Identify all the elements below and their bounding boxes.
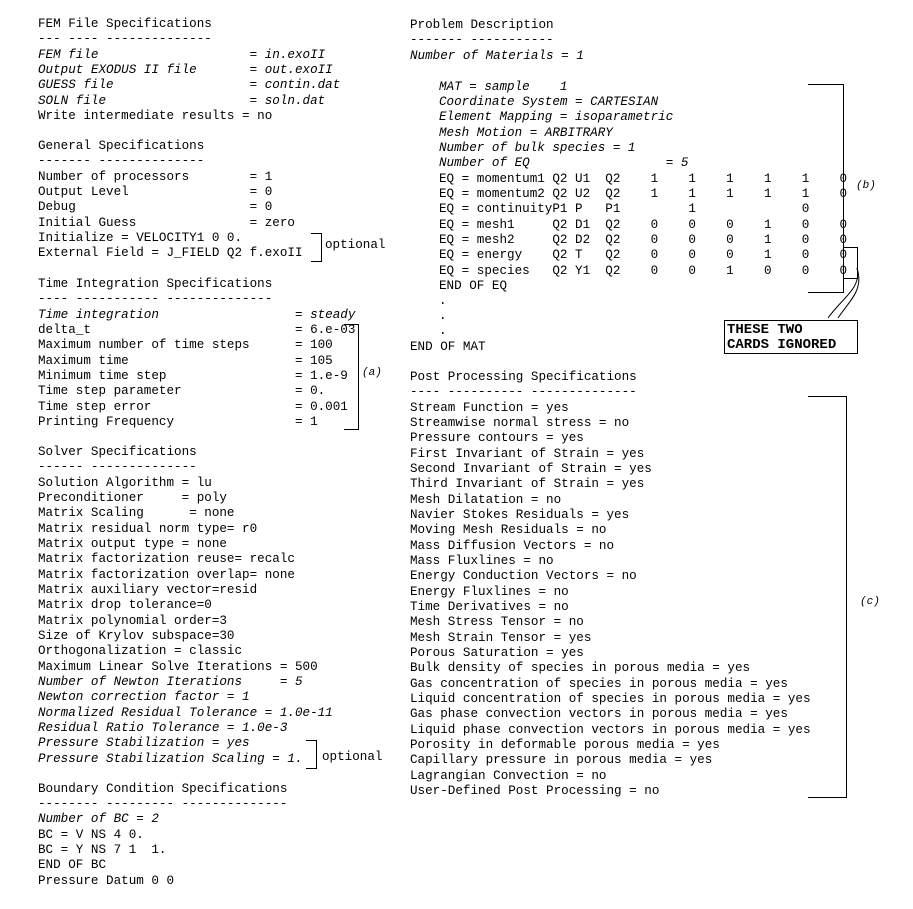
card-line: Third Invariant of Strain = yes (410, 477, 645, 491)
section-heading: General Specifications (38, 139, 205, 153)
card-line: Gas concentration of species in porous media = yes (410, 677, 788, 691)
section-heading: Time Integration Specifications (38, 277, 273, 291)
card-line: Debug = 0 (38, 200, 273, 214)
ignored-pointer (820, 268, 870, 323)
eq-line: EQ = mesh2 Q2 D2 Q2 0 0 0 1 0 0 (439, 233, 848, 247)
card-line: Newton correction factor = 1 (38, 690, 250, 704)
card-line: Matrix Scaling = none (38, 506, 235, 520)
card-line: Number of Newton Iterations = 5 (38, 675, 303, 689)
card-line: Lagrangian Convection = no (410, 769, 607, 783)
card-line: Mesh Dilatation = no (410, 493, 562, 507)
cards-ignored-note: THESE TWO CARDS IGNORED (724, 320, 858, 354)
card-line: Printing Frequency = 1 (38, 415, 318, 429)
card-line: Preconditioner = poly (38, 491, 227, 505)
optional-bracket (311, 233, 322, 262)
card-line: GUESS file = contin.dat (38, 78, 341, 92)
section-heading: Solver Specifications (38, 445, 197, 459)
card-line: Maximum Linear Solve Iterations = 500 (38, 660, 318, 674)
card-line: Solution Algorithm = lu (38, 476, 212, 490)
card-line: Matrix auxiliary vector=resid (38, 583, 258, 597)
eq-line: EQ = energy Q2 T Q2 0 0 0 1 0 0 (439, 248, 848, 262)
eq-line: EQ = continuityP1 P P1 1 0 (439, 202, 810, 216)
eq-line: EQ = momentum2 Q2 U2 Q2 1 1 1 1 1 0 (439, 187, 848, 201)
optional-label: optional (325, 238, 386, 252)
card-line: Element Mapping = isoparametric (439, 110, 674, 124)
eq-line: EQ = mesh1 Q2 D1 Q2 0 0 0 1 0 0 (439, 218, 848, 232)
card-line: Orthogonalization = classic (38, 644, 243, 658)
heading-underline: ------ -------------- (38, 460, 197, 474)
card-line: Matrix output type = none (38, 537, 227, 551)
card-line: END OF MAT (410, 340, 486, 354)
card-line: Number of bulk species = 1 (439, 141, 636, 155)
card-line: Time Derivatives = no (410, 600, 569, 614)
card-line: BC = Y NS 7 1 1. (38, 843, 167, 857)
card-line: Energy Fluxlines = no (410, 585, 569, 599)
section-heading: FEM File Specifications (38, 17, 212, 31)
bracket-b (808, 84, 844, 293)
card-line: Liquid concentration of species in porous media = yes (410, 692, 811, 706)
card-line: Matrix residual norm type= r0 (38, 522, 258, 536)
heading-underline: ---- ---------- -------------- (410, 385, 637, 399)
section-heading: Boundary Condition Specifications (38, 782, 288, 796)
card-line: Porosity in deformable porous media = yes (410, 738, 720, 752)
card-line: Normalized Residual Tolerance = 1.0e-11 (38, 706, 333, 720)
card-line: Output Level = 0 (38, 185, 273, 199)
card-line: Time step error = 0.001 (38, 400, 348, 414)
card-line: Energy Conduction Vectors = no (410, 569, 637, 583)
card-line: Time step parameter = 0. (38, 384, 326, 398)
card-line: Pressure contours = yes (410, 431, 584, 445)
card-line: SOLN file = soln.dat (38, 94, 326, 108)
card-line: Write intermediate results = no (38, 109, 273, 123)
card-line: Liquid phase convection vectors in porous media = yes (410, 723, 811, 737)
card-line: Initialize = VELOCITY1 0 0. (38, 231, 243, 245)
card-line: Maximum number of time steps = 100 (38, 338, 333, 352)
ellipsis-dot: . (439, 309, 447, 323)
card-line: Coordinate System = CARTESIAN (439, 95, 659, 109)
label-a: (a) (362, 367, 382, 379)
card-line: Mesh Strain Tensor = yes (410, 631, 592, 645)
card-line: Navier Stokes Residuals = yes (410, 508, 630, 522)
card-line: Mass Diffusion Vectors = no (410, 539, 615, 553)
card-line: Number of BC = 2 (38, 812, 159, 826)
card-line: Porous Saturation = yes (410, 646, 584, 660)
section-heading: Post Processing Specifications (410, 370, 637, 384)
card-line: First Invariant of Strain = yes (410, 447, 645, 461)
card-line: Matrix polynomial order=3 (38, 614, 227, 628)
card-line: Pressure Stabilization Scaling = 1. (38, 752, 303, 766)
card-line: Mesh Motion = ARBITRARY (439, 126, 613, 140)
card-line: Capillary pressure in porous media = yes (410, 753, 713, 767)
eq-line: EQ = momentum1 Q2 U1 Q2 1 1 1 1 1 0 (439, 172, 848, 186)
heading-underline: ---- ----------- -------------- (38, 292, 273, 306)
bracket-c (808, 396, 847, 798)
card-line: Number of processors = 1 (38, 170, 273, 184)
ellipsis-dot: . (439, 324, 447, 338)
card-line: Size of Krylov subspace=30 (38, 629, 235, 643)
card-line: BC = V NS 4 0. (38, 828, 144, 842)
card-line: MAT = sample 1 (439, 80, 568, 94)
eq-line: EQ = species Q2 Y1 Q2 0 0 1 0 0 0 (439, 264, 848, 278)
card-line: Matrix factorization overlap= none (38, 568, 295, 582)
card-line: User-Defined Post Processing = no (410, 784, 660, 798)
card-line: FEM file = in.exoII (38, 48, 326, 62)
heading-underline: ------- ----------- (410, 33, 554, 47)
card-line: Matrix drop tolerance=0 (38, 598, 212, 612)
card-line: Streamwise normal stress = no (410, 416, 630, 430)
card-line: Pressure Datum 0 0 (38, 874, 175, 888)
card-line: Gas phase convection vectors in porous media = yes (410, 707, 788, 721)
label-b: (b) (856, 180, 876, 192)
ellipsis-dot: . (439, 294, 447, 308)
heading-underline: --- ---- -------------- (38, 32, 212, 46)
card-line: Stream Function = yes (410, 401, 569, 415)
card-line: END OF EQ (439, 279, 508, 293)
card-line: Number of EQ = 5 (439, 156, 689, 170)
optional-label: optional (322, 750, 383, 764)
heading-underline: ------- -------------- (38, 154, 205, 168)
card-line: Mesh Stress Tensor = no (410, 615, 584, 629)
card-line: END OF BC (38, 858, 107, 872)
card-line: Maximum time = 105 (38, 354, 333, 368)
optional-bracket (306, 740, 317, 769)
card-line: Moving Mesh Residuals = no (410, 523, 607, 537)
card-line: Number of Materials = 1 (410, 49, 584, 63)
card-line: External Field = J_FIELD Q2 f.exoII (38, 246, 303, 260)
section-heading: Problem Description (410, 18, 554, 32)
label-c: (c) (860, 596, 880, 608)
card-line: Output EXODUS II file = out.exoII (38, 63, 333, 77)
bracket-a (344, 324, 359, 430)
card-line: Residual Ratio Tolerance = 1.0e-3 (38, 721, 288, 735)
card-line: Minimum time step = 1.e-9 (38, 369, 348, 383)
card-line: Initial Guess = zero (38, 216, 295, 230)
card-line: Mass Fluxlines = no (410, 554, 554, 568)
heading-underline: -------- --------- -------------- (38, 797, 288, 811)
card-line: Bulk density of species in porous media = yes (410, 661, 751, 675)
card-line: Pressure Stabilization = yes (38, 736, 250, 750)
card-line: delta_t = 6.e-03 (38, 323, 356, 337)
card-line: Second Invariant of Strain = yes (410, 462, 652, 476)
card-line: Time integration = steady (38, 308, 356, 322)
card-line: Matrix factorization reuse= recalc (38, 552, 295, 566)
